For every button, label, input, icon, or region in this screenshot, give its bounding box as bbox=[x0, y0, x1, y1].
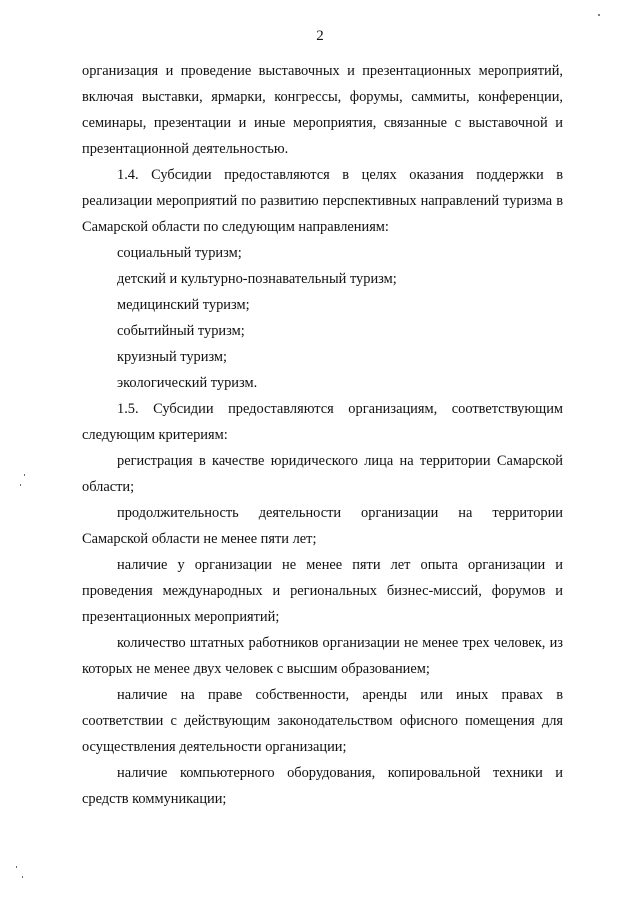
continuation-paragraph bbox=[82, 58, 563, 162]
section-1-4-text: 1.4. Субсидии предоставляются в целях оказания поддержки в реализации мероприятий по развитию перспективных направлений туризма в Самарской области по следующим направлениям: bbox=[82, 167, 563, 235]
tourism-directions-list bbox=[82, 240, 563, 396]
criteria-item bbox=[82, 448, 563, 500]
criteria-registration: регистрация в качестве юридического лица на территории Самарской области; bbox=[82, 453, 563, 495]
paragraph-exhibition-activities: организация и проведение выставочных и презентационных мероприятий, включая выставки, ярмарки, конгрессы, форумы, саммиты, конференции, семинары, презентации и иные мероприятия, связанные с выставочной и презентационной деятельностью. bbox=[82, 63, 563, 157]
scan-speck bbox=[24, 474, 25, 476]
scan-speck bbox=[20, 484, 21, 486]
criteria-experience: наличие у организации не менее пяти лет опыта организации и проведения международных и региональных бизнес-миссий, форумов и презентационных мероприятий; bbox=[82, 557, 563, 625]
list-item: экологический туризм. bbox=[117, 375, 258, 391]
scan-speck bbox=[22, 876, 23, 878]
list-item: детский и культурно-познавательный туризм; bbox=[117, 271, 397, 287]
criteria-item bbox=[82, 682, 563, 760]
criteria-office: наличие на праве собственности, аренды или иных правах в соответствии с действующим законодательством офисного помещения для осуществления деятельности организации; bbox=[82, 687, 563, 755]
scan-speck bbox=[16, 866, 17, 868]
section-1-4 bbox=[82, 162, 563, 240]
list-item: событийный туризм; bbox=[117, 323, 245, 339]
criteria-equipment: наличие компьютерного оборудования, копировальной техники и средств коммуникации; bbox=[82, 765, 563, 807]
scan-speck bbox=[598, 14, 600, 16]
section-1-5 bbox=[82, 396, 563, 448]
list-item: медицинский туризм; bbox=[117, 297, 250, 313]
criteria-item bbox=[82, 552, 563, 630]
criteria-staff: количество штатных работников организации не менее трех человек, из которых не менее двух человек с высшим образованием; bbox=[82, 635, 563, 677]
list-item: социальный туризм; bbox=[117, 245, 242, 261]
criteria-duration: продолжительность деятельности организации на территории Самарской области не менее пяти лет; bbox=[82, 505, 563, 547]
page-number: 2 bbox=[316, 28, 324, 44]
criteria-item bbox=[82, 760, 563, 812]
criteria-item bbox=[82, 500, 563, 552]
list-item: круизный туризм; bbox=[117, 349, 228, 365]
section-1-5-text: 1.5. Субсидии предоставляются организациям, соответствующим следующим критериям: bbox=[82, 401, 563, 443]
criteria-item bbox=[82, 630, 563, 682]
